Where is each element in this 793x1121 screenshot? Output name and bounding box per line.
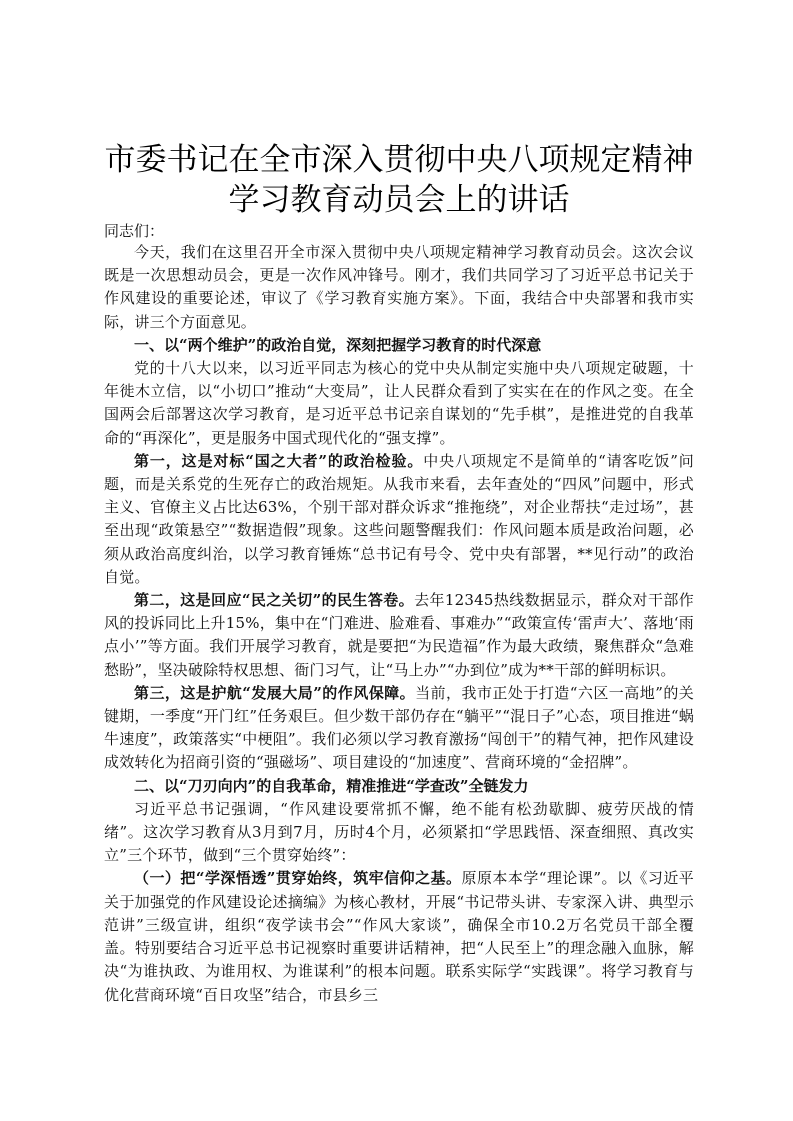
subsection-1-paragraph [104, 867, 694, 1006]
point-2-text: 去年12345热线数据显示，群众对干部作风的投诉同比上升15%，集中在“门难进、脸难看、事难办”“政策宣传‘雷声大’、落地‘雨点小’”等方面。我们开展学习教育，就是要把“为民造福”作为最大政绩，聚焦群众“急难愁盼”，坚决破除特权思想、衙门习气，让“马上办”“办到位”成为**干部的鲜明标识。 [104, 591, 694, 679]
point-3-lead: 第三，这是护航“发展大局”的作风保障。 [134, 683, 416, 702]
salutation: 同志们： [104, 222, 165, 240]
point-1-text: 中央八项规定不是简单的“请客吃饭”问题，而是关系党的生死存亡的政治规矩。从我市来看，去年查处的“四风”问题中，形式主义、官僚主义占比达63%，个别干部对群众诉求“推拖绕”，对企业帮扶“走过场”，甚至出现“政策悬空”“数据造假”现象。这些问题警醒我们：作风问题本质是政治问题，必须从政治高度纠治，以学习教育锤炼“总书记有号令、党中央有部署，**见行动”的政治自觉。 [104, 451, 694, 586]
intro-paragraph: 今天，我们在这里召开全市深入贯彻中央八项规定精神学习教育动员会。这次会议既是一次思想动员会，更是一次作风冲锋号。刚才，我们共同学习了习近平总书记关于作风建设的重要论述，审议了《学习教育实施方案》。下面，我结合中央部署和我市实际，讲三个方面意见。 [104, 243, 694, 331]
section-2-paragraph: 习近平总书记强调，“作风建设要常抓不懈，绝不能有松劲歇脚、疲劳厌战的情绪”。这次学习教育从3月到7月，历时4个月，必须紧扣“学思践悟、深查细照、真改实立”三个环节，做到“三个贯穿始终”： [104, 799, 694, 865]
subsection-1-lead: （一）把“学深悟透”贯穿始终，筑牢信仰之基。 [134, 869, 462, 888]
document-title: 市委书记在全市深入贯彻中央八项规定精神学习教育动员会上的讲话 [104, 142, 694, 218]
point-1-lead: 第一，这是对标“国之大者”的政治检验。 [134, 451, 424, 470]
point-3-paragraph [104, 682, 694, 775]
section-1-heading: 一、以“两个维护”的政治自觉，深刻把握学习教育的时代深意 [134, 335, 542, 354]
subsection-1-text: 原原本本学“理论课”。以《习近平关于加强党的作风建设论述摘编》为核心教材，开展“书记带头讲、专家深入讲、典型示范讲”三级宣讲，组织“夜学读书会”“作风大家谈”，确保全市10.2万名党员干部全覆盖。特别要结合习近平总书记视察时重要讲话精神，把“人民至上”的理念融入血脉，解决“为谁执政、为谁用权、为谁谋利”的根本问题。联系实际学“实践课”。将学习教育与优化营商环境“百日攻坚”结合，市县乡三 [104, 869, 694, 1004]
document-page [104, 0, 694, 1007]
section-1-paragraph: 党的十八大以来，以习近平同志为核心的党中央从制定实施中央八项规定破题，十年徙木立信，以“小切口”推动“大变局”，让人民群众看到了实实在在的作风之变。在全国两会后部署这次学习教育，是习近平总书记亲自谋划的“先手棋”，是推进党的自我革命的“再深化”，更是服务中国式现代化的“强支撑”。 [104, 359, 694, 447]
point-2-paragraph [104, 589, 694, 682]
point-1-paragraph [104, 450, 694, 589]
section-2-heading: 二、以“刀刃向内”的自我革命，精准推进“学查改”全链发力 [134, 776, 529, 795]
point-2-lead: 第二，这是回应“民之关切”的民生答卷。 [134, 591, 415, 610]
point-3-text: 当前，我市正处于打造“六区一高地”的关键期，一季度“开门红”任务艰巨。但少数干部仍存在“躺平”“混日子”心态，项目推进“蜗牛速度”，政策落实“中梗阻”。我们必须以学习教育激扬“闯创干”的精气神，把作风建设成效转化为招商引资的“强磁场”、项目建设的“加速度”、营商环境的“金招牌”。 [104, 683, 694, 772]
